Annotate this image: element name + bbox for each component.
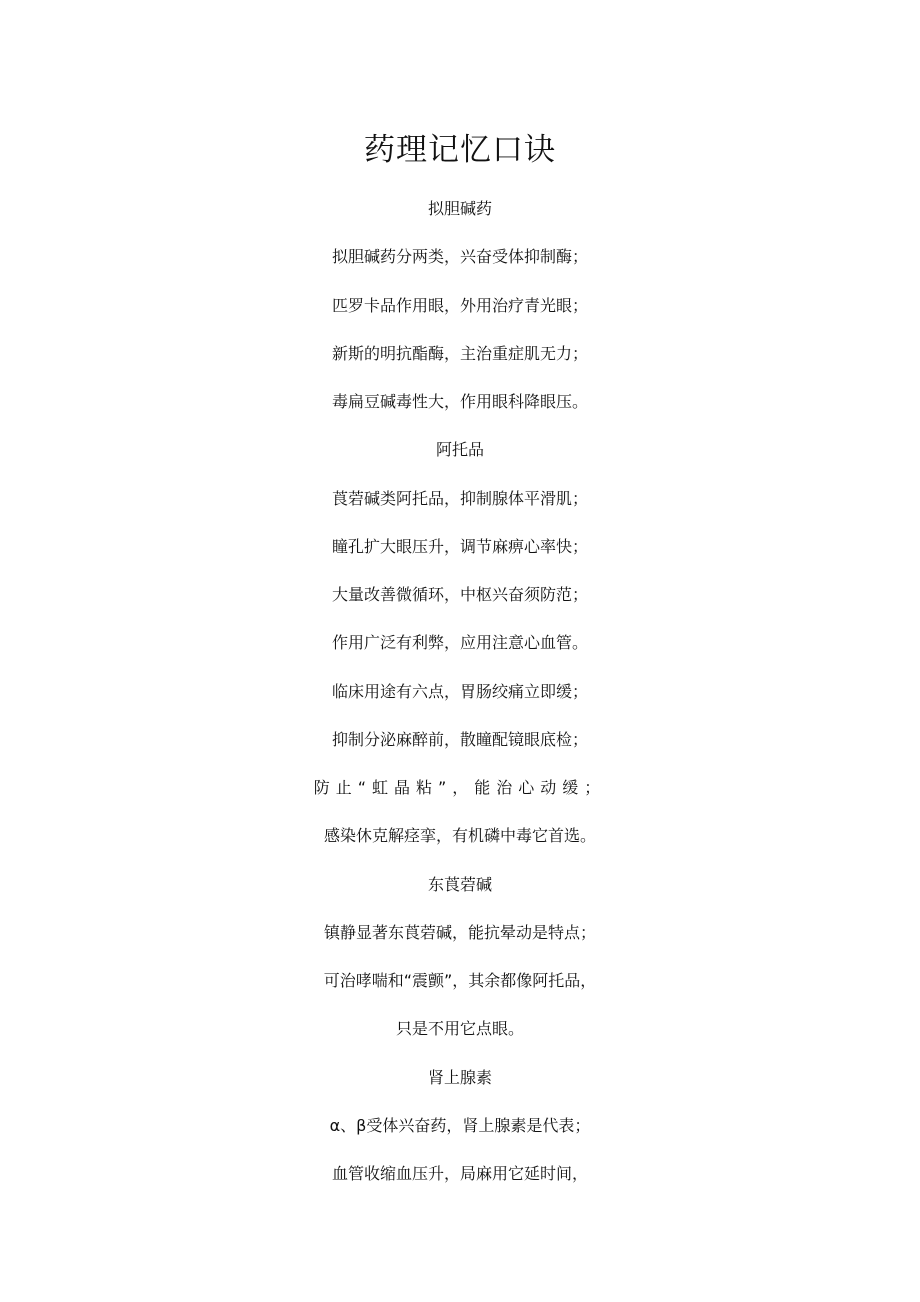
verse-line: α、β受体兴奋药，肾上腺素是代表； [329,1115,591,1135]
section-heading: 拟胆碱药 [427,199,492,218]
verse-line: 匹罗卡品作用眼，外用治疗青光眼； [331,295,588,315]
section-heading: 肾上腺素 [427,1067,492,1087]
verse-line: 莨菪碱类阿托品，抑制腺体平滑肌； [331,488,588,508]
section-heading: 阿托品 [435,440,484,460]
section-heading: 东莨菪碱 [427,874,492,894]
verse-line: 镇静显著东莨菪碱，能抗晕动是特点； [323,922,596,942]
verse-line: 大量改善微循环，中枢兴奋须防范； [331,585,588,604]
verse-line: 血管收缩血压升，局麻用它延时间， [331,1164,588,1183]
verse-line: 瞳孔扩大眼压升，调节麻痹心率快； [331,536,588,556]
verse-line: 临床用途有六点，胃肠绞痛立即缓； [331,681,588,701]
verse-list [0,194,920,1207]
verse-line: 新斯的明抗酯酶，主治重症肌无力； [331,343,588,363]
verse-line: 感染休克解痉挛，有机磷中毒它首选。 [323,826,596,846]
verse-line: 作用广泛有利弊，应用注意心血管。 [331,633,588,653]
verse-line: 毒扁豆碱毒性大，作用眼科降眼压。 [331,392,588,411]
document-title: 药理记忆口诀 [364,132,556,168]
verse-line: 抑制分泌麻醉前，散瞳配镜眼底检； [331,729,588,749]
verse-line: 只是不用它点眼。 [395,1019,524,1039]
verse-line: 拟胆碱药分两类，兴奋受体抑制酶； [331,247,588,267]
verse-line: 防止“虹晶粘”，能治心动缓； [313,778,607,797]
verse-line: 可治哮喘和“震颤”，其余都像阿托品， [323,971,597,990]
